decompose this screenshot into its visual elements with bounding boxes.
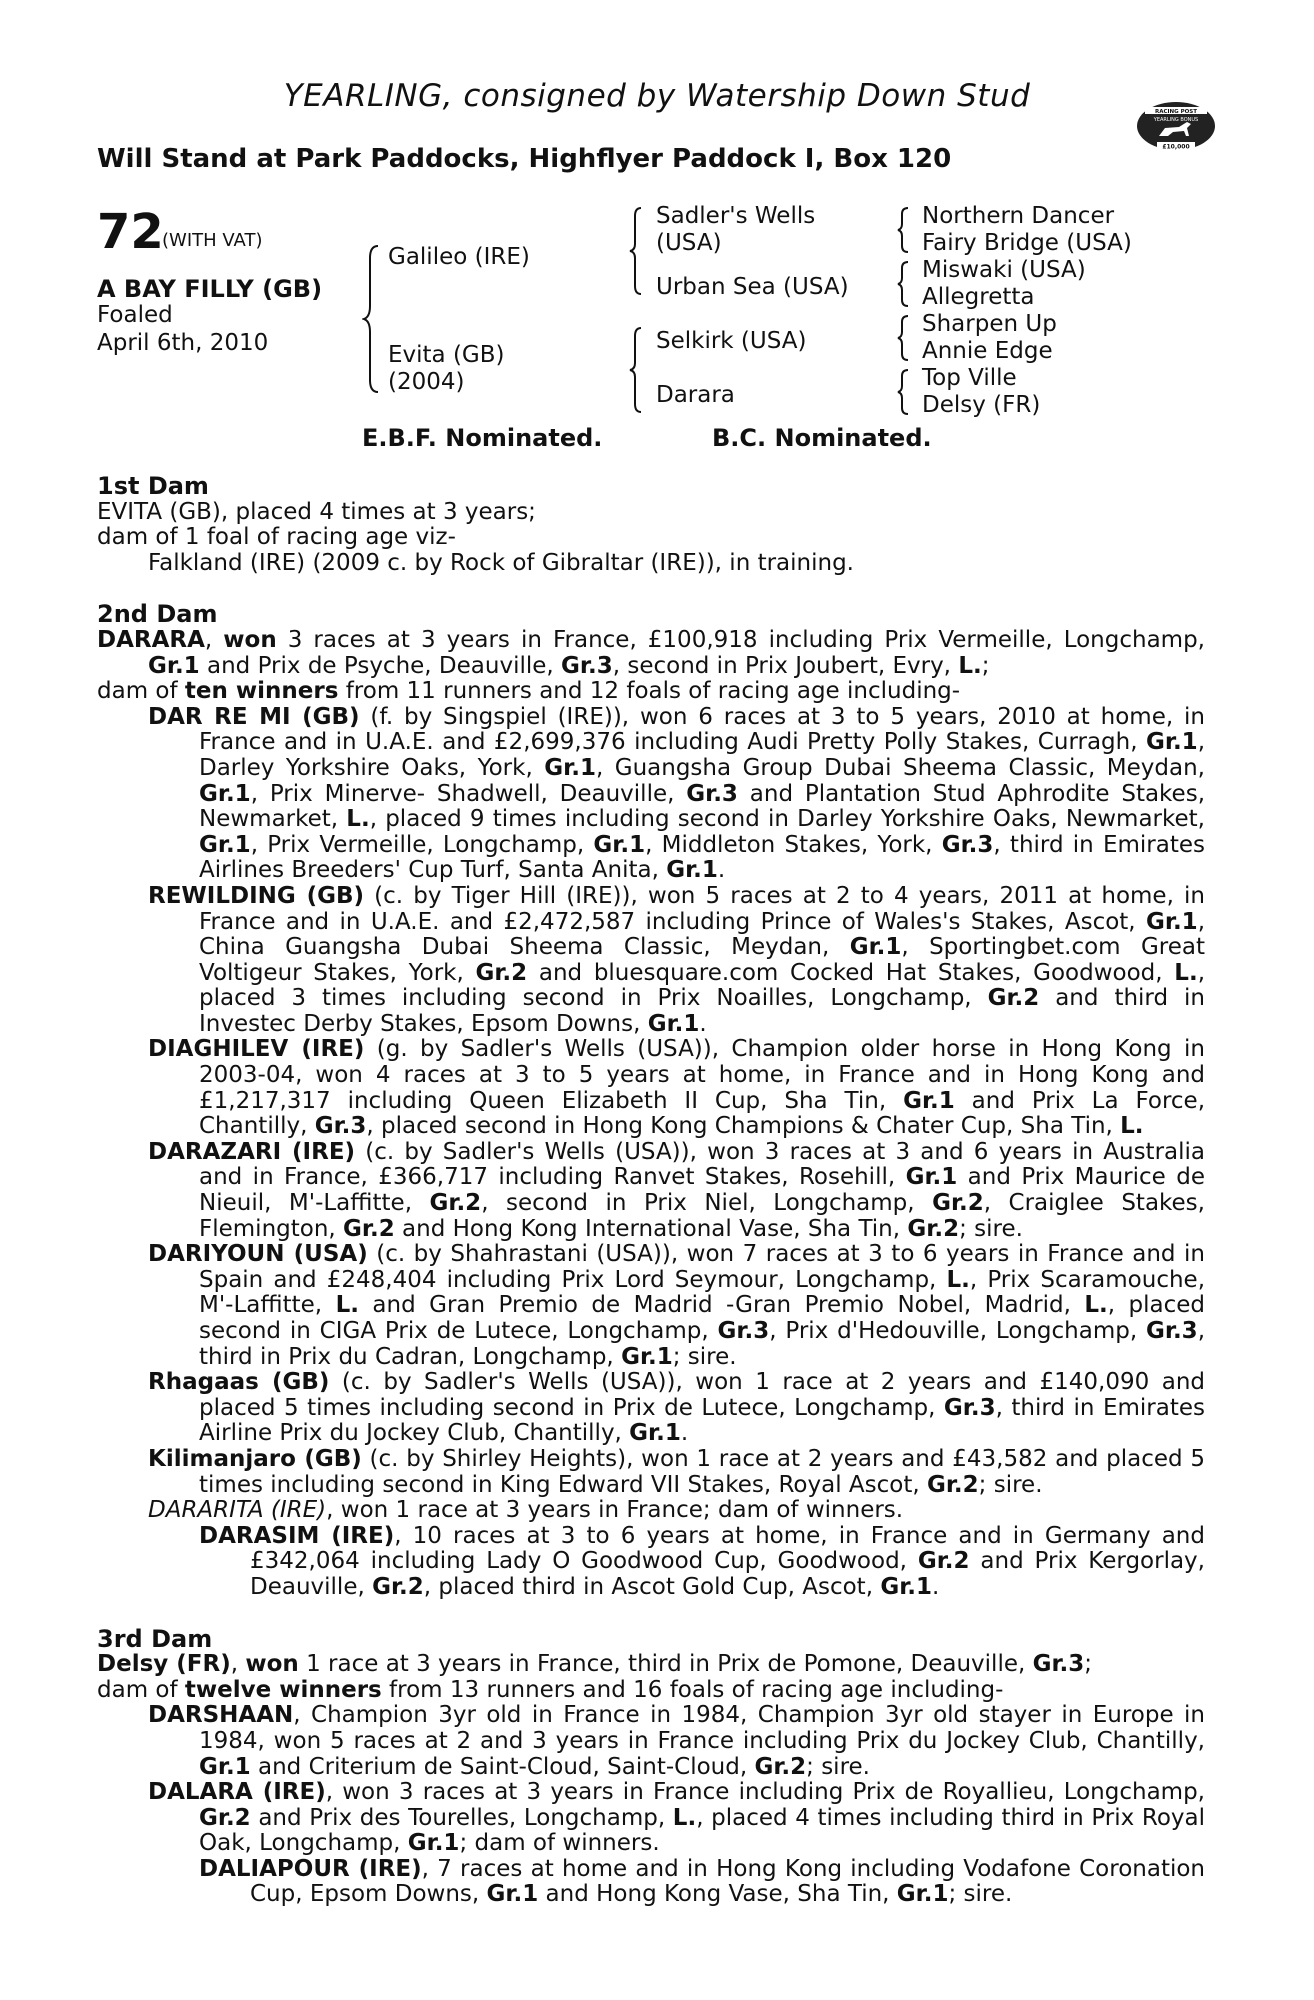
list-item: DARIYOUN (USA) (c. by Shahrastani (USA)), won 7 races at 3 to 6 years in France and in Spain and £248,404 including Prix Lord Seymour, Longchamp, L., Prix Scaramouche, M'-Laffitte, L. and Gran Premio de Madrid -Gran Premio Nobel, Madrid, L., placed second in CIGA Prix de Lutece, Longchamp, Gr.3, Prix d'Hedouville, Longchamp, Gr.3, third in Prix du Cadran, Longchamp, Gr.1; sire. — [148, 1241, 1206, 1370]
pedigree-brace — [896, 206, 910, 254]
ped-gen3-7: Top Ville — [922, 365, 1017, 391]
page-title: YEARLING, consigned by Watership Down Stud — [283, 78, 1031, 114]
yearling-bonus-badge — [1135, 98, 1217, 154]
list-item: DAR RE MI (GB) (f. by Singspiel (IRE)), won 6 races at 3 to 5 years, 2010 at home, in France and in U.A.E. and £2,699,376 including Audi Pretty Polly Stakes, Curragh, Gr.1, Darley Yorkshire Oaks, York, Gr.1, Guangsha Group Dubai Sheema Classic, Meydan, Gr.1, Prix Minerve- Shadwell, Deauville, Gr.3 and Plantation Stud Aphrodite Stakes, Newmarket, L., placed 9 times including second in Darley Yorkshire Oaks, Newmarket, Gr.1, Prix Vermeille, Longchamp, Gr.1, Middleton Stakes, York, Gr.3, third in Emirates Airlines Breeders' Cup Turf, Santa Anita, Gr.1. — [148, 703, 1205, 884]
dam-line2: (2004) — [388, 369, 465, 395]
pedigree-brace — [896, 260, 910, 308]
badge-top-text: RACING POST — [1154, 109, 1198, 115]
pedigree-brace — [896, 368, 910, 416]
dam-line1: Evita (GB) — [388, 342, 505, 368]
bc-nominated: B.C. Nominated. — [712, 424, 932, 452]
ped-gen3-5: Sharpen Up — [922, 311, 1057, 337]
ped-gen3-4: Allegretta — [922, 284, 1035, 310]
foaled-date: April 6th, 2010 — [97, 330, 269, 356]
sire: Galileo (IRE) — [388, 244, 530, 270]
lot-name: A BAY FILLY (GB) — [97, 275, 323, 303]
list-item: DARSHAAN, Champion 3yr old in France in 1984, Champion 3yr old stayer in Europe in 1984, won 5 races at 2 and 3 years in France including Prix du Jockey Club, Chantilly, Gr.1 and Criterium de Saint-Cloud, Saint-Cloud, Gr.2; sire. — [148, 1702, 1205, 1780]
dams-sire: Selkirk (USA) — [656, 328, 807, 354]
ped-gen3-3: Miswaki (USA) — [922, 257, 1086, 283]
sires-sire-line1: Sadler's Wells — [656, 203, 816, 229]
list-item: REWILDING (GB) (c. by Tiger Hill (IRE)), won 5 races at 2 to 4 years, 2011 at home, in France and in U.A.E. and £2,472,587 including Prince of Wales's Stakes, Ascot, Gr.1, China Guangsha Dubai Sheema Classic, Meydan, Gr.1, Sportingbet.com Great Voltigeur Stakes, York, Gr.2 and bluesquare.com Cocked Hat Stakes, Goodwood, L., placed 3 times including second in Prix Noailles, Longchamp, Gr.2 and third in Investec Derby Stakes, Epsom Downs, Gr.1. — [148, 882, 1206, 1037]
list-item: DARARITA (IRE), won 1 race at 3 years in France; dam of winners. — [148, 1497, 904, 1524]
sires-sire-line2: (USA) — [656, 230, 722, 256]
list-item: DALIAPOUR (IRE), 7 races at home and in Hong Kong including Vodafone Coronation Cup, Epsom Downs, Gr.1 and Hong Kong Vase, Sha Tin, Gr.1; sire. — [199, 1855, 1205, 1908]
first-dam-line: dam of 1 foal of racing age viz- — [97, 524, 456, 551]
list-item: Kilimanjaro (GB) (c. by Shirley Heights), won 1 race at 2 years and £43,582 and placed 5 times including second in King Edward VII Stakes, Royal Ascot, Gr.2; sire. — [148, 1445, 1205, 1498]
dams-dam: Darara — [656, 382, 735, 408]
vat-note: (WITH VAT) — [162, 230, 263, 251]
list-item: DIAGHILEV (IRE) (g. by Sadler's Wells (USA)), Champion older horse in Hong Kong in 2003-04, won 4 races at 3 to 5 years at home, in France and in Hong Kong and £1,217,317 including Queen Elizabeth II Cup, Sha Tin, Gr.1 and Prix La Force, Chantilly, Gr.3, placed second in Hong Kong Champions & Chater Cup, Sha Tin, L. — [148, 1036, 1206, 1140]
second-dam-title: 2nd Dam — [97, 600, 218, 629]
third-dam-title: 3rd Dam — [97, 1624, 213, 1653]
second-dam-record: DARARA, won 3 races at 3 years in France, £100,918 including Prix Vermeille, Longchamp, Gr.1 and Prix de Psyche, Deauville, Gr.3, second in Prix Joubert, Evry, L.; — [97, 626, 1205, 679]
list-item: DARAZARI (IRE) (c. by Sadler's Wells (USA)), won 3 races at 3 and 6 years in Australia and in France, £366,717 including Ranvet Stakes, Rosehill, Gr.1 and Prix Maurice de Nieuil, M'-Laffitte, Gr.2, second in Prix Niel, Longchamp, Gr.2, Craiglee Stakes, Flemington, Gr.2 and Hong Kong International Vase, Sha Tin, Gr.2; sire. — [148, 1138, 1205, 1242]
first-dam-foal: Falkland (IRE) (2009 c. by Rock of Gibraltar (IRE)), in training. — [148, 549, 854, 576]
ped-gen3-1: Northern Dancer — [922, 203, 1115, 229]
produce-record — [97, 474, 1205, 1908]
first-dam-title: 1st Dam — [97, 472, 209, 500]
foaled-label: Foaled — [97, 302, 173, 328]
ebf-nominated: E.B.F. Nominated. — [362, 424, 603, 452]
list-item: Rhagaas (GB) (c. by Sadler's Wells (USA)), won 1 race at 2 years and £140,090 and placed 5 times including second in Prix de Lutece, Longchamp, Gr.3, third in Emirates Airline Prix du Jockey Club, Chantilly, Gr.1. — [148, 1369, 1205, 1447]
pedigree-brace — [628, 326, 644, 414]
ped-gen3-8: Delsy (FR) — [922, 392, 1041, 418]
pedigree-brace — [628, 206, 644, 296]
third-dam-produce: dam of twelve winners from 13 runners and 16 foals of racing age including- — [97, 1676, 1004, 1703]
sires-dam: Urban Sea (USA) — [656, 274, 849, 300]
ped-gen3-2: Fairy Bridge (USA) — [922, 230, 1132, 256]
first-dam-line: EVITA (GB), placed 4 times at 3 years; — [97, 498, 536, 525]
badge-amount-text: £10,000 — [1162, 143, 1190, 151]
badge-mid-text: YEARLING BONUS — [1153, 117, 1199, 123]
ped-gen3-6: Annie Edge — [922, 338, 1053, 364]
stand-location: Will Stand at Park Paddocks, Highflyer Paddock I, Box 120 — [97, 144, 952, 174]
list-item: DARASIM (IRE), 10 races at 3 to 6 years at home, in France and in Germany and £342,064 including Lady O Goodwood Cup, Goodwood, Gr.2 and Prix Kergorlay, Deauville, Gr.2, placed third in Ascot Gold Cup, Ascot, Gr.1. — [199, 1522, 1205, 1600]
third-dam-record: Delsy (FR), won 1 race at 3 years in France, third in Prix de Pomone, Deauville, Gr.3; — [97, 1651, 1093, 1678]
list-item: DALARA (IRE), won 3 races at 3 years in France including Prix de Royallieu, Longchamp, Gr.2 and Prix des Tourelles, Longchamp, L., placed 4 times including third in Prix Royal Oak, Longchamp, Gr.1; dam of winners. — [148, 1779, 1205, 1857]
pedigree-brace — [896, 314, 910, 362]
pedigree-brace — [362, 244, 382, 394]
lot-number: 72 — [97, 204, 164, 260]
second-dam-produce: dam of ten winners from 11 runners and 12 foals of racing age including- — [97, 678, 961, 705]
